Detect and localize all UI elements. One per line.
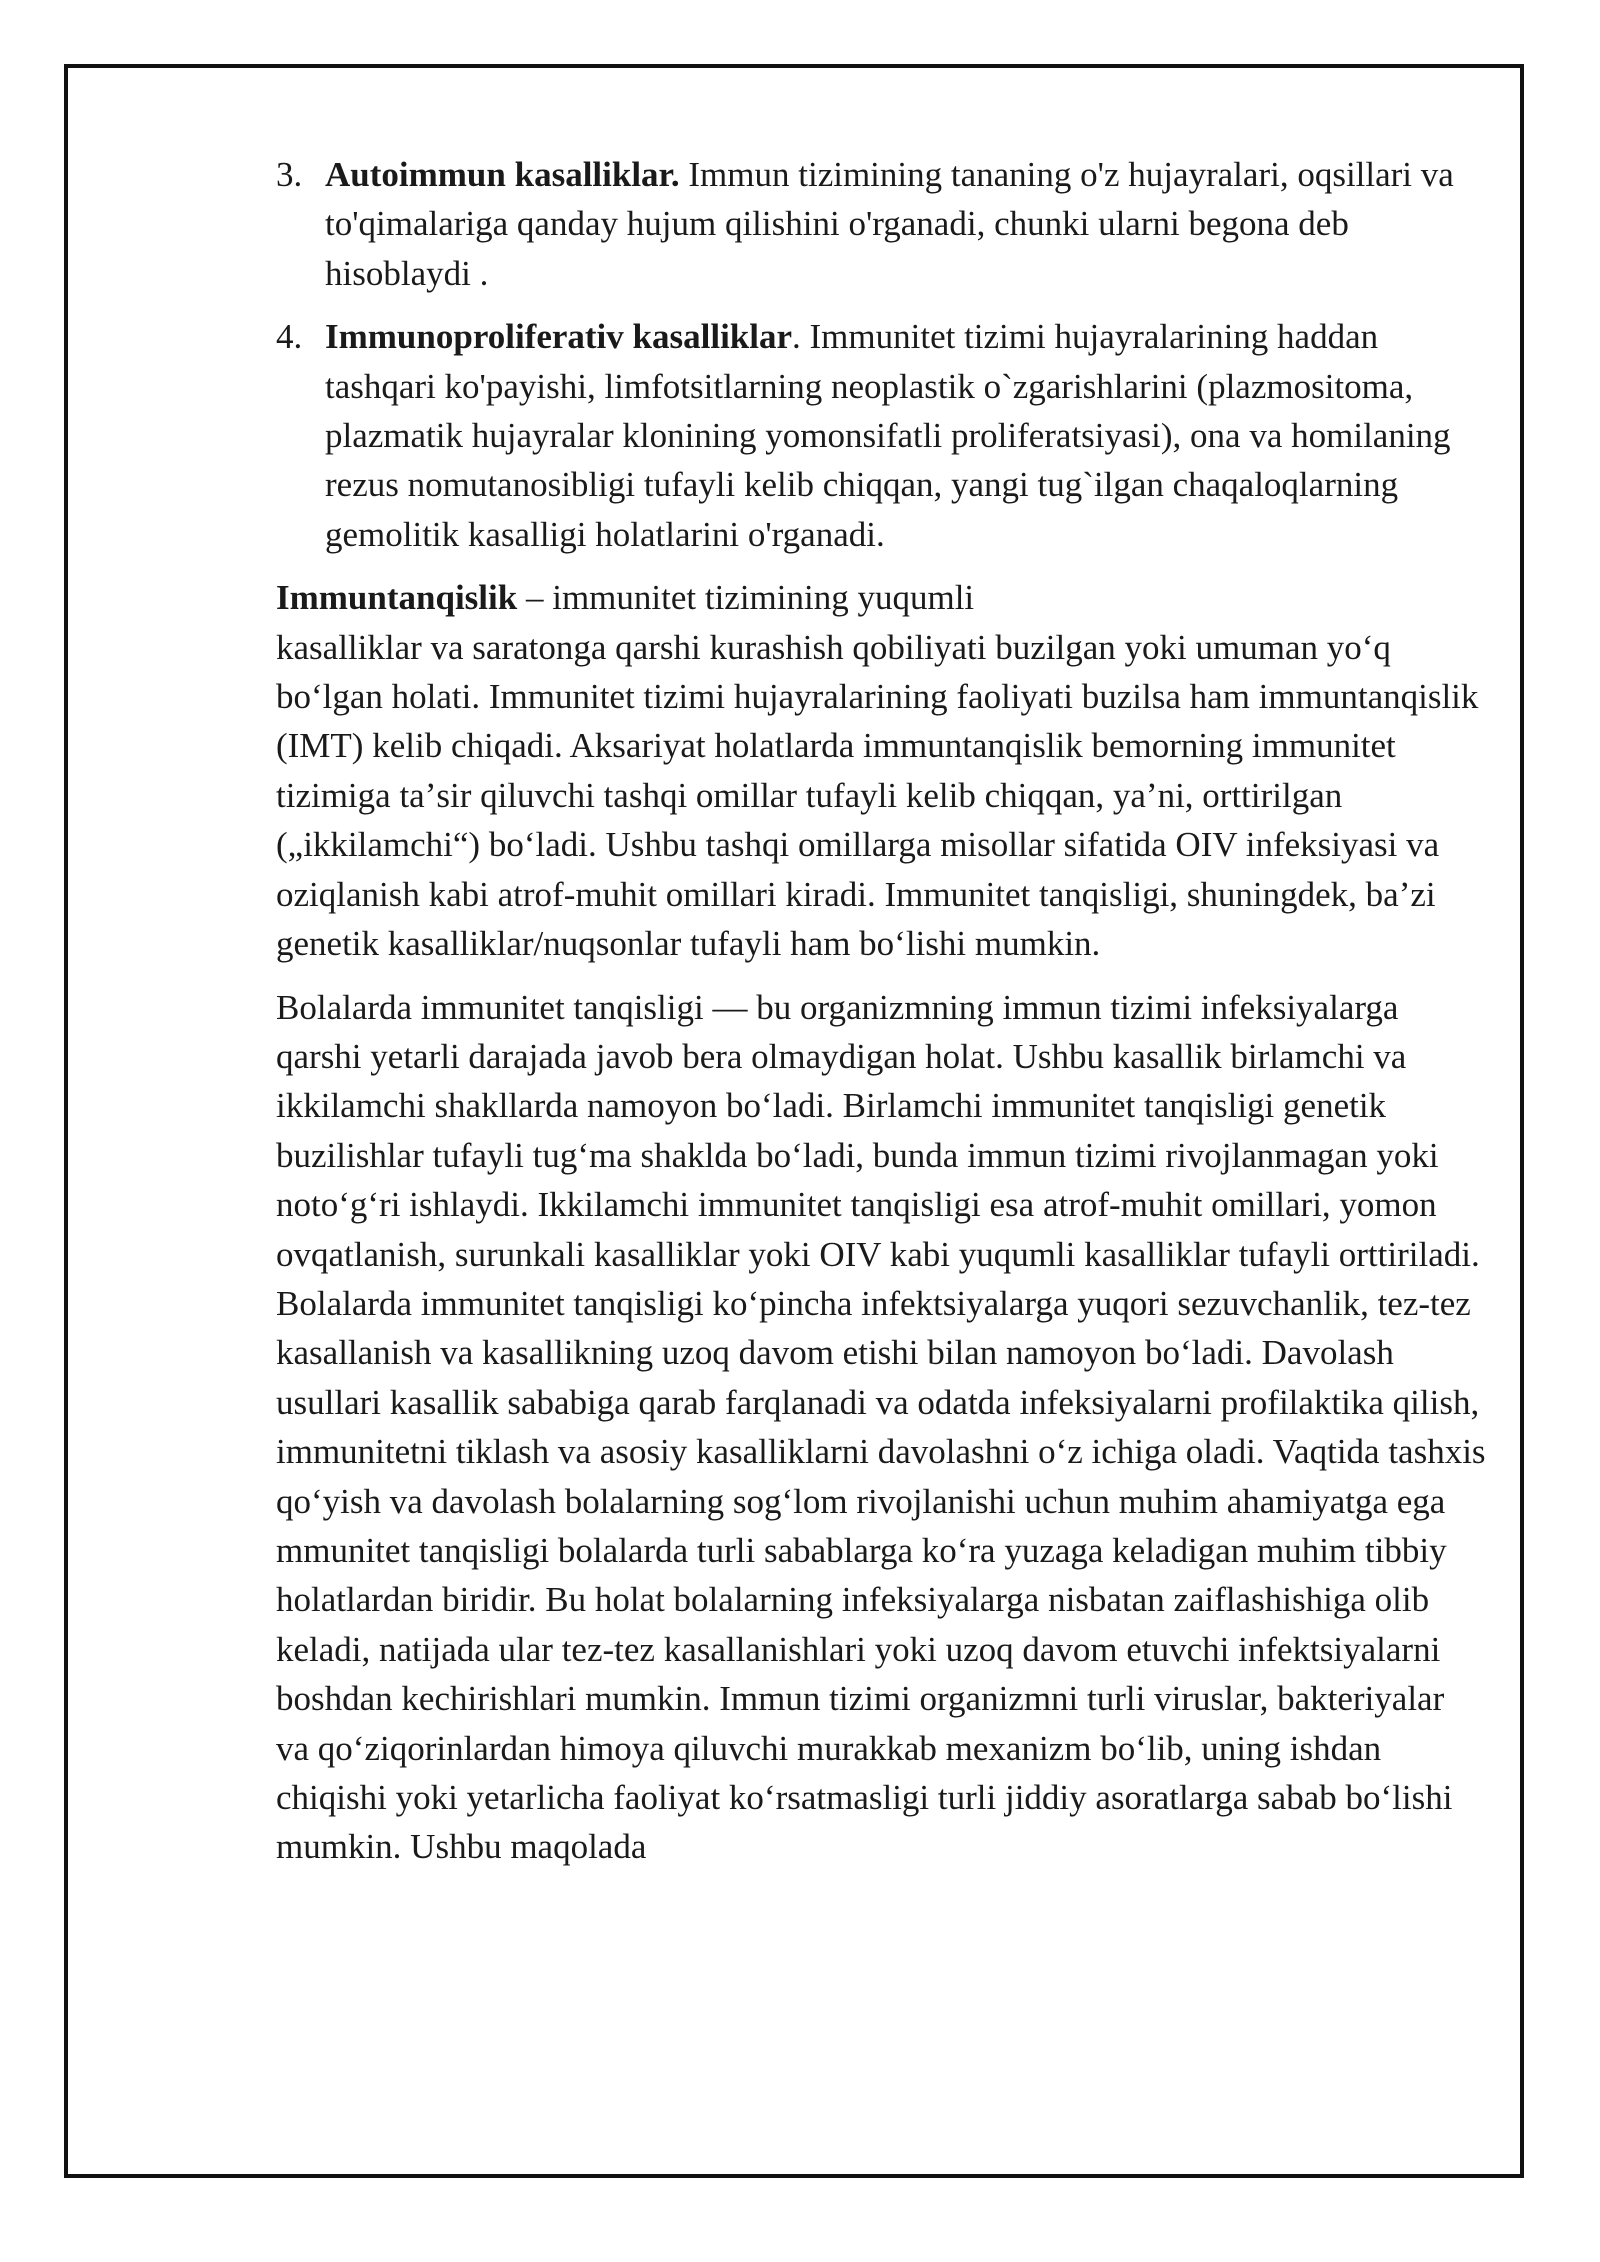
paragraph-children-immunodeficiency <box>276 983 1486 1872</box>
paragraph-first-line: – immunitet tizimining yuqumli <box>517 578 975 618</box>
list-text: . Immunitet tizimi hujayralarining haddan tashqari ko'payishi, limfotsitlarning neoplastik o`zgarishlarini (plazmositoma, plazmatik hujayralar klonining yomonsifatli proliferatsiyasi), ona va homilaning rezus nomutanosibligi tufayli kelib chiqqan, yangi tug`ilgan chaqaloqlarning gemolitik kasalligi holatlarini o'rganadi. <box>325 317 1451 554</box>
paragraph-text: kasalliklar va saratonga qarshi kurashish qobiliyati buzilgan yoki umuman yoʻq boʻlgan holati. Immunitet tizimi hujayralarining faoliyati buzilsa ham immuntanqislik (IMT) kelib chiqadi. Aksariyat holatlarda immuntanqislik bemorning immunitet tizimiga taʼsir qiluvchi tashqi omillar tufayli kelib chiqqan, yaʼni, orttirilgan („ikkilamchi“) boʻladi. Ushbu tashqi omillarga misollar sifatida OIV infeksiyasi va oziqlanish kabi atrof-muhit omillari kiradi. Immunitet tanqisligi, shuningdek, baʼzi genetik kasalliklar/nuqsonlar tufayli ham boʻlishi mumkin. <box>276 627 1479 964</box>
list-text: Immun tizimining tananing o'z hujayralari, oqsillari va to'qimalariga qanday hujum qilishini o'rganadi, chunki ularni begona deb hisoblaydi . <box>325 155 1454 293</box>
list-term: Autoimmun kasalliklar. <box>325 155 680 194</box>
paragraph-term: Immuntanqislik <box>276 578 518 618</box>
list-term: Immunoproliferativ kasalliklar <box>325 317 793 357</box>
paragraph-text: Bolalarda immunitet tanqisligi — bu organizmning immun tizimi infeksiyalarga qarshi yetarli darajada javob bera olmaydigan holat. Ushbu kasallik birlamchi va ikkilamchi shakllarda namoyon boʻladi. Birlamchi immunitet tanqisligi genetik buzilishlar tufayli tugʻma shaklda boʻladi, bunda immun tizimi rivojlanmagan yoki notoʻgʻri ishlaydi. Ikkilamchi immunitet tanqisligi esa atrof-muhit omillari, yomon ovqatlanish, surunkali kasalliklar yoki OIV kabi yuqumli kasalliklar tufayli orttiriladi. Bolalarda immunitet tanqisligi koʻpincha infektsiyalarga yuqori sezuvchanlik, tez-tez kasallanish va kasallikning uzoq davom etishi bilan namoyon boʻladi. Davolash usullari kasallik sababiga qarab farqlanadi va odatda infeksiyalarni profilaktika qilish, immunitetni tiklash va asosiy kasalliklarni davolashni oʻz ichiga oladi. Vaqtida tashxis qoʻyish va davolash bolalarning sogʻlom rivojlanishi uchun muhim ahamiyatga ega mmunitet tanqisligi bolalarda turli sabablarga koʻra yuzaga keladigan muhim tibbiy holatlardan biridir. Bu holat bolalarning infeksiyalarga nisbatan zaiflashishiga olib keladi, natijada ular tez-tez kasallanishlari yoki uzoq davom etuvchi infektsiyalarni boshdan kechirishlari mumkin. Immun tizimi organizmni turli viruslar, bakteriyalar va qoʻziqorinlardan himoya qiluvchi murakkab mexanizm boʻlib, uning ishdan chiqishi yoki yetarlicha faoliyat koʻrsatmasligi turli jiddiy asoratlarga sabab boʻlishi mumkin. Ushbu maqolada <box>276 987 1486 1867</box>
document-body <box>276 150 1486 1886</box>
list-number: 3. <box>276 155 303 194</box>
list-number: 4. <box>276 317 303 357</box>
paragraph-immunodeficiency <box>276 573 1486 968</box>
list-item-immunoproliferative <box>276 312 1486 559</box>
list-item-autoimmune <box>276 150 1486 298</box>
